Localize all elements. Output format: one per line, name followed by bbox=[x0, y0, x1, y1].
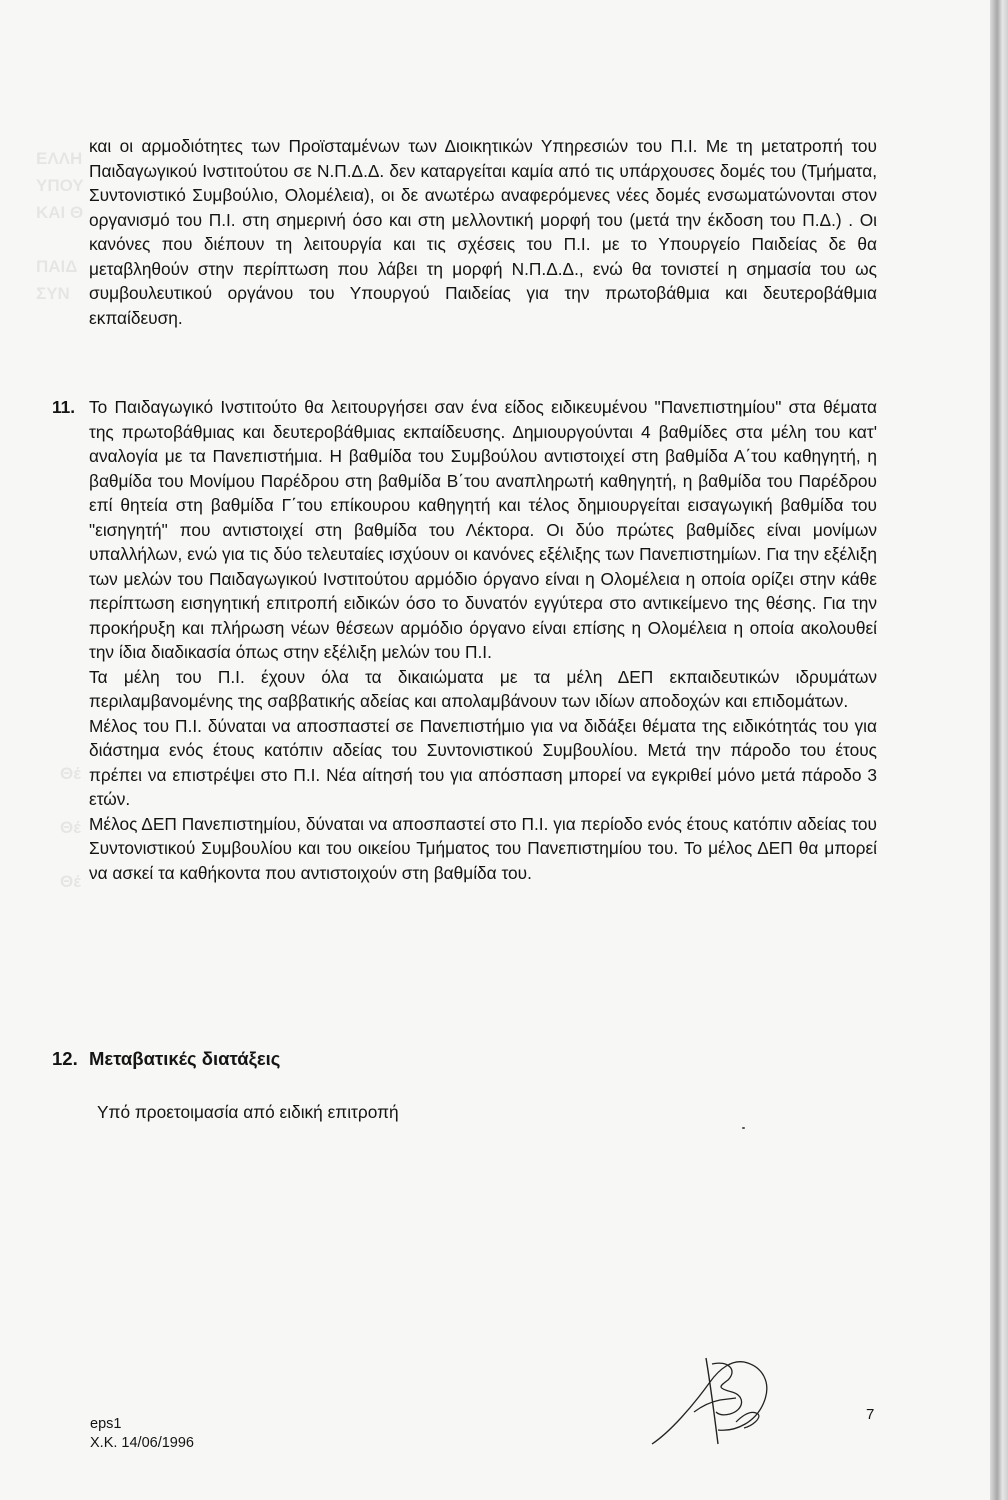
paper-edge bbox=[990, 0, 1008, 1500]
section-11-paragraph: Τα μέλη του Π.Ι. έχουν όλα τα δικαιώματα με τα μέλη ΔΕΠ εκπαιδευτικών ιδρυμάτων περιλαμβανομένης της σαββατικής αδείας και απολαμβάνουν των ιδίων αποδοχών και επιδομάτων. bbox=[89, 666, 877, 711]
section-12-number: 12. bbox=[52, 1048, 78, 1069]
footer-date: Χ.Κ. 14/06/1996 bbox=[90, 1435, 194, 1451]
intro-paragraph: και οι αρμοδιότητες των Προϊσταμένων των Διοικητικών Υπηρεσιών του Π.Ι. Με τη μετατροπή του Παιδαγωγικού Ινστιτούτου σε Ν.Π.Δ.Δ. δεν καταργείται καμία από τις υπάρχουσες δομές του (Τμήματα, Συντονιστικό Συμβούλιο, Ολομέλεια), οι δε ανωτέρω αναφερόμενες νέες δομές ενσωματώνονται στον οργανισμό του Π.Ι. στη σημερινή όσο και στη μελλοντική μορφή του (μετά την έκδοση του Π.Δ.) . Οι κανόνες που διέπουν τη λειτουργία και τις σχέσεις του Π.Ι. με το Υπουργείο Παιδείας δε θα μεταβληθούν στην περίπτωση που λάβει τη μορφή Ν.Π.Δ.Δ., ενώ θα τονιστεί η σημασία του ως συμβουλευτικού οργάνου του Υπουργού Παιδείας για την πρωτοβάθμια και δευτεροβάθμια εκπαίδευση. bbox=[89, 136, 877, 328]
footer-reference bbox=[90, 1415, 194, 1453]
handwritten-signature bbox=[640, 1352, 780, 1452]
section-11-number: 11. bbox=[52, 397, 76, 417]
show-through-text: Θέ Θέ Θέ bbox=[60, 764, 81, 891]
show-through-text: ΕΛΛΗ ΥΠΟΥ ΚΑΙ Θ ΠΑΙΔ ΣΥΝ bbox=[36, 149, 84, 303]
section-11-paragraph: Μέλος του Π.Ι. δύναται να αποσπαστεί σε Πανεπιστήμιο για να διδάξει θέματα της ειδικότητάς του για διάστημα ενός έτους κατόπιν αδείας του Συντονιστικού Συμβουλίου. Μετά την πάροδο του έτους πρέπει να επιστρέψει στο Π.Ι. Νέα αίτησή του για απόσπαση μπορεί να εγκριθεί μόνο μετά πάροδο 3 ετών. bbox=[89, 715, 877, 809]
section-12-title: Μεταβατικές διατάξεις bbox=[89, 1048, 281, 1069]
section-11-body bbox=[89, 395, 877, 885]
section-11-paragraph: Μέλος ΔΕΠ Πανεπιστημίου, δύναται να αποσπαστεί στο Π.Ι. για περίοδο ενός έτους κατόπιν αδείας του Συντονιστικού Συμβουλίου και του οικείου Τμήματος του Πανεπιστημίου του. Το μέλος ΔΕΠ θα μπορεί να ασκεί τα καθήκοντα που αντιστοιχούν στη βαθμίδα του. bbox=[89, 813, 877, 883]
section-12-body: Υπό προετοιμασία από ειδική επιτροπή bbox=[97, 1102, 399, 1122]
section-11-paragraph: Το Παιδαγωγικό Ινστιτούτο θα λειτουργήσει σαν ένα είδος ειδικευμένου "Πανεπιστημίου" στα θέματα της πρωτοβάθμιας και δευτεροβάθμιας εκπαίδευσης. Δημιουργούνται 4 βαθμίδες στα μέλη του κατ' αναλογία με τα Πανεπιστήμια. Η βαθμίδα του Συμβούλου αντιστοιχεί στη βαθμίδα Α΄του καθηγητή, η βαθμίδα του Μονίμου Παρέδρου στη βαθμίδα Β΄του αναπληρωτή καθηγητή, η βαθμίδα του Παρέδρου επί θητεία στη βαθμίδα Γ΄του επίκουρου καθηγητή και τέλος δημιουργείται εισαγωγική βαθμίδα του "εισηγητή" που αντιστοιχεί στη βαθμίδα του Λέκτορα. Οι δύο πρώτες βαθμίδες είναι μονίμων υπαλλήλων, ενώ για τις δύο τελευταίες ισχύουν οι κανόνες εξέλιξης των Πανεπιστημίων. Για την εξέλιξη των μελών του Παιδαγωγικού Ινστιτούτου αρμόδιο όργανο είναι η Ολομέλεια η οποία ορίζει στην κάθε περίπτωση εισηγητική επιτροπή ειδικών όσο το δυνατόν εγγύτερα στο αντικείμενο της θέσης. Για την προκήρυξη και πλήρωση νέων θέσεων αρμόδιο όργανο είναι επίσης η Ολομέλεια η οποία ακολουθεί την ίδια διαδικασία όπως στην εξέλιξη μελών του Π.Ι. bbox=[89, 397, 877, 662]
footer-code: eps1 bbox=[90, 1416, 122, 1432]
section-12-heading bbox=[52, 1046, 280, 1072]
scan-speck bbox=[742, 1127, 745, 1129]
page-number: 7 bbox=[866, 1406, 875, 1423]
